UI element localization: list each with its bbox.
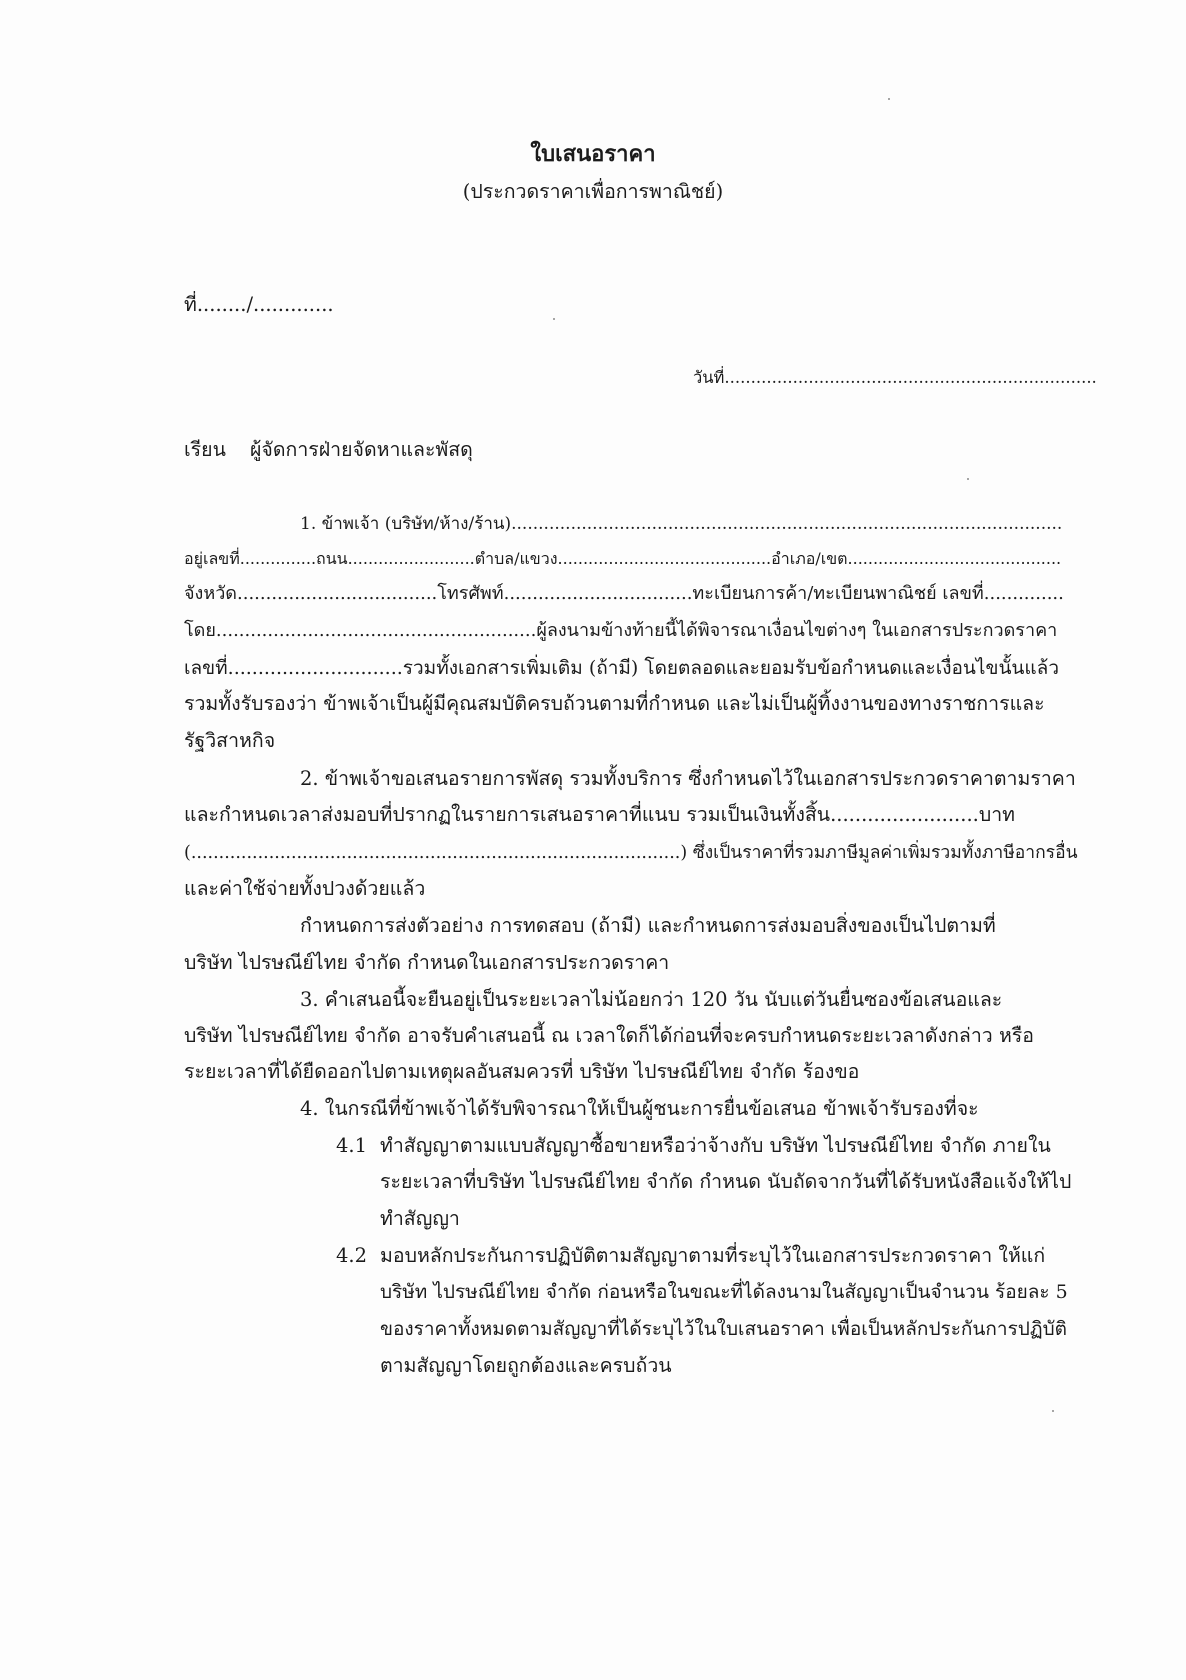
para2-line-2: และกำหนดเวลาส่งมอบที่ปรากฏในรายการเสนอราคาที่แนบ รวมเป็นเงินทั้งสิ้น........................บาท	[184, 803, 1016, 826]
para1-line-1: 1. ข้าพเจ้า (บริษัท/ห้าง/ร้าน)......................................................................................................	[300, 514, 1063, 534]
document-title: ใบเสนอราคา	[530, 141, 656, 167]
para2-line-5: กำหนดการส่งตัวอย่าง การทดสอบ (ถ้ามี) และกำหนดการส่งมอบสิ่งของเป็นไปตามที่	[300, 914, 996, 937]
scan-speck	[1052, 1410, 1054, 1412]
scan-speck	[553, 318, 555, 320]
document-subtitle: (ประกวดราคาเพื่อการพาณิชย์)	[462, 180, 724, 203]
subitem-4-2-number: 4.2	[336, 1244, 368, 1267]
scan-speck	[888, 98, 890, 100]
para1-line-6: รวมทั้งรับรองว่า ข้าพเจ้าเป็นผู้มีคุณสมบัติครบถ้วนตามที่กำหนด และไม่เป็นผู้ทิ้งงานของทางราชการและ	[184, 692, 1045, 715]
para2-line-6: บริษัท ไปรษณีย์ไทย จำกัด กำหนดในเอกสารประกวดราคา	[184, 951, 670, 974]
para2-line-4: และค่าใช้จ่ายทั้งปวงด้วยแล้ว	[184, 877, 426, 900]
para2-line-1: 2. ข้าพเจ้าขอเสนอรายการพัสดุ รวมทั้งบริการ ซึ่งกำหนดไว้ในเอกสารประกวดราคาตามราคา	[300, 767, 1076, 790]
subitem-4-2-line-3: ของราคาทั้งหมดตามสัญญาที่ได้ระบุไว้ในใบเสนอราคา เพื่อเป็นหลักประกันการปฏิบัติ	[380, 1318, 1067, 1340]
subitem-4-2-line-4: ตามสัญญาโดยถูกต้องและครบถ้วน	[380, 1354, 672, 1377]
reference-number-field: ที่......../.............	[184, 293, 334, 316]
para1-line-7: รัฐวิสาหกิจ	[184, 729, 276, 752]
salutation-label: เรียน	[184, 438, 226, 461]
para3-line-1: 3. คำเสนอนี้จะยืนอยู่เป็นระยะเวลาไม่น้อยกว่า 120 วัน นับแต่วันยื่นซองข้อเสนอและ	[300, 988, 1003, 1011]
subitem-4-1-line-1: ทำสัญญาตามแบบสัญญาซื้อขายหรือว่าจ้างกับ บริษัท ไปรษณีย์ไทย จำกัด ภายใน	[380, 1134, 1051, 1157]
para2-line-3: (........................................................................................) ซึ่งเป็นราคาที่รวมภาษีมูลค่าเพิ่มรวมทั้งภาษีอากรอื่น	[184, 843, 1078, 863]
salutation-recipient: ผู้จัดการฝ่ายจัดหาและพัสดุ	[250, 438, 473, 461]
para4-line-1: 4. ในกรณีที่ข้าพเจ้าได้รับพิจารณาให้เป็นผู้ชนะการยื่นข้อเสนอ ข้าพเจ้ารับรองที่จะ	[300, 1097, 979, 1120]
subitem-4-1-line-3: ทำสัญญา	[380, 1207, 460, 1230]
para1-line-4: โดย........................................................ผู้ลงนามข้างท้ายนี้ได้พิจารณาเงื่อนไขต่างๆ ในเอกสารประกวดราคา	[184, 620, 1058, 641]
para1-line-3: จังหวัด...................................โทรศัพท์.................................ทะเบียนการค้า/ทะเบียนพาณิชย์ เลขที่..............	[184, 583, 1064, 604]
scan-speck	[967, 478, 969, 480]
para1-line-2: อยู่เลขที่...............ถนน.........................ตำบล/แขวง..........................................อำเภอ/เขต..........................................	[184, 549, 1062, 568]
subitem-4-2-line-1: มอบหลักประกันการปฏิบัติตามสัญญาตามที่ระบุไว้ในเอกสารประกวดราคา ให้แก่	[380, 1244, 1046, 1267]
para3-line-3: ระยะเวลาที่ได้ยืดออกไปตามเหตุผลอันสมควรที่ บริษัท ไปรษณีย์ไทย จำกัด ร้องขอ	[184, 1060, 860, 1083]
para1-line-5: เลขที่.............................รวมทั้งเอกสารเพิ่มเติม (ถ้ามี) โดยตลอดและยอมรับข้อกำหนดและเงื่อนไขนั้นแล้ว	[184, 657, 1059, 679]
para3-line-2: บริษัท ไปรษณีย์ไทย จำกัด อาจรับคำเสนอนี้ ณ เวลาใดก็ได้ก่อนที่จะครบกำหนดระยะเวลาดังกล่าว หรือ	[184, 1024, 1034, 1047]
subitem-4-1-number: 4.1	[336, 1134, 368, 1157]
subitem-4-2-line-2: บริษัท ไปรษณีย์ไทย จำกัด ก่อนหรือในขณะที่ได้ลงนามในสัญญาเป็นจำนวน ร้อยละ 5	[380, 1281, 1068, 1303]
subitem-4-1-line-2: ระยะเวลาที่บริษัท ไปรษณีย์ไทย จำกัด กำหนด นับถัดจากวันที่ได้รับหนังสือแจ้งให้ไป	[380, 1170, 1072, 1193]
date-field: วันที่.......................................................................	[693, 368, 1097, 387]
